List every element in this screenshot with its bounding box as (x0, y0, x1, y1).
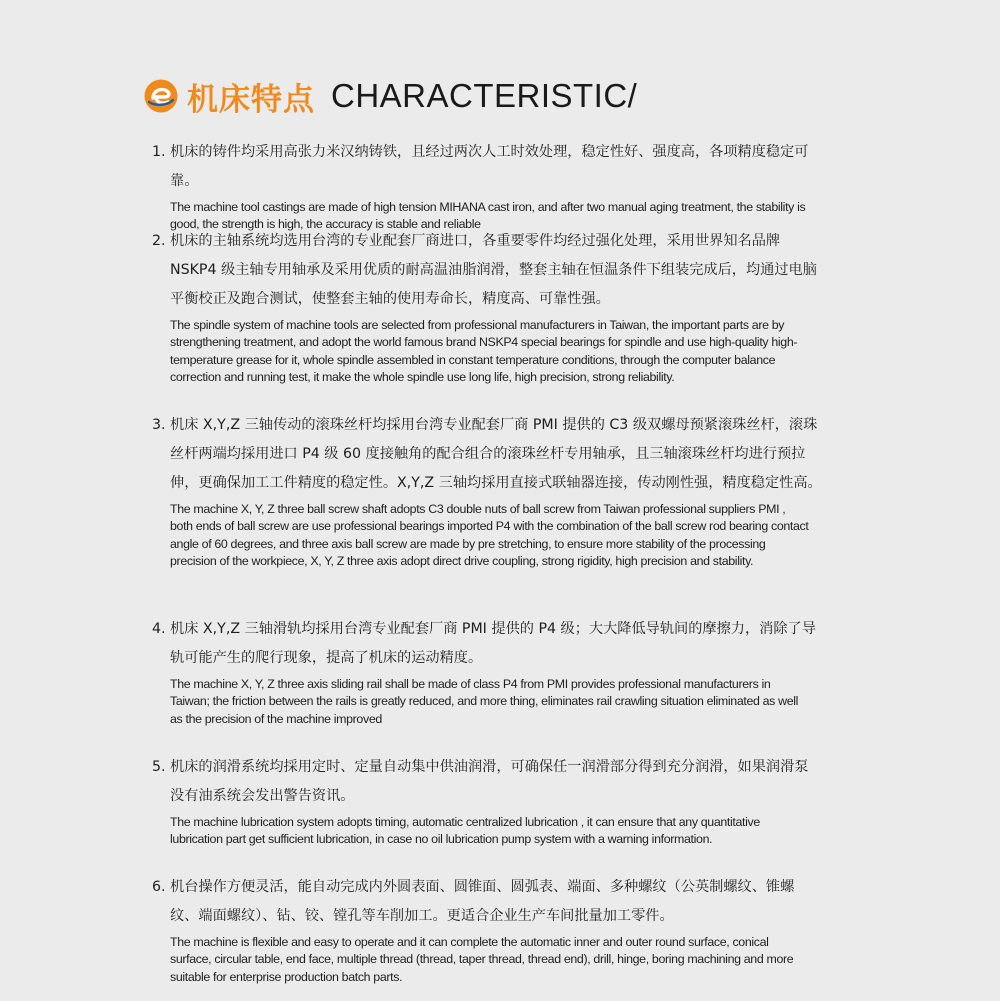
item-cn-text: 5. 机床的润滑系统均採用定时、定量自动集中供油润滑，可确保任一润滑部分得到充分润滑，如果润滑泵没有油系统会发出警告资讯。 (152, 759, 809, 804)
title-cn: 机床特点 (187, 81, 315, 118)
item-cn-text: 1. 机床的铸件均采用高张力米汉纳铸铁，且经过两次人工时效处理，稳定性好、强度高，各项精度稳定可靠。 (152, 144, 809, 189)
section-header (143, 70, 637, 122)
item-en-text: The machine is flexible and easy to operate and it can complete the automatic inner and outer round surface, conical surface, circular table, end face, multiple thread (thread, taper thread, thread end), drill, hinge, boring machining and more suitable for enterprise production batch parts. (170, 935, 794, 984)
list-item (152, 753, 822, 849)
item-cn-text: 3. 机床 X,Y,Z 三轴传动的滚珠丝杆均採用台湾专业配套厂商 PMI 提供的 C3 级双螺母预紧滚珠丝杆，滚珠丝杆两端均採用进口 P4 级 60 度接触角的配合组合的滚珠丝杆专用轴承，且三轴滚珠丝杆均进行预拉伸，更确保加工工件精度的稳定性。X,Y,Z 三轴均採用直接式联轴器连接，传动刚性强，精度稳定性高。 (152, 417, 822, 491)
item-cn-text: 6. 机台操作方便灵活，能自动完成内外圆表面、圆锥面、圆弧表、端面、多种螺纹（公英制螺纹、锥螺纹、端面螺纹）、钻、铰、镗孔等车削加工。更适合企业生产车间批量加工零件。 (152, 879, 795, 924)
item-cn-text: 2. 机床的主轴系统均选用台湾的专业配套厂商进口，各重要零件均经过强化处理，采用世界知名品牌NSKP4 级主轴专用轴承及采用优质的耐高温油脂润滑，整套主轴在恒温条件下组装完成后，均通过电脑平衡校正及跑合测试，使整套主轴的使用寿命长，精度高、可靠性强。 (152, 233, 817, 307)
item-cn-text: 4. 机床 X,Y,Z 三轴滑轨均採用台湾专业配套厂商 PMI 提供的 P4 级；大大降低导轨间的摩擦力，消除了导轨可能产生的爬行现象，提高了机床的运动精度。 (152, 621, 816, 666)
list-item (152, 873, 822, 986)
item-en-text: The machine X, Y, Z three ball screw shaft adopts C3 double nuts of ball screw from Taiwan professional suppliers PMI , both ends of ball screw are use professional bearings imported P4 with the combination of the ball screw rod bearing contact angle of 60 degrees, and three axis ball screw are made by pre stretching, to ensure more stability of the processing precision of the workpiece, X, Y, Z three axis adopt direct drive coupling, strong rigidity, high precision and stability. (170, 502, 809, 568)
e-logo-icon (143, 78, 179, 114)
title-en: CHARACTERISTIC/ (331, 77, 638, 114)
item-en-text: The machine X, Y, Z three axis sliding rail shall be made of class P4 from PMI provides professional manufacturers in Taiwan; the friction between the rails is greatly reduced, and more thing, eliminates rail crawling situation eliminated as well as the precision of the machine improved (170, 677, 799, 726)
list-item (152, 227, 822, 386)
list-item (152, 138, 822, 234)
list-item (152, 615, 822, 728)
item-en-text: The machine tool castings are made of high tension MIHANA cast iron, and after two manual aging treatment, the stability is good, the strength is high, the accuracy is stable and reliable (170, 200, 806, 232)
item-en-text: The spindle system of machine tools are selected from professional manufacturers in Taiwan, the important parts are by strengthening treatment, and adopt the world famous brand NSKP4 special bearings for spindle and use high-quality high-temperature grease for it, whole spindle assembled in constant temperature conditions, through the computer balance correction and running test, it make the whole spindle use long life, high precision, strong reliability. (170, 318, 798, 384)
item-en-text: The machine lubrication system adopts timing, automatic centralized lubrication , it can ensure that any quantitative lubrication part get sufficient lubrication, in case no oil lubrication pump system with a warning information. (170, 815, 760, 847)
list-item (152, 411, 822, 570)
